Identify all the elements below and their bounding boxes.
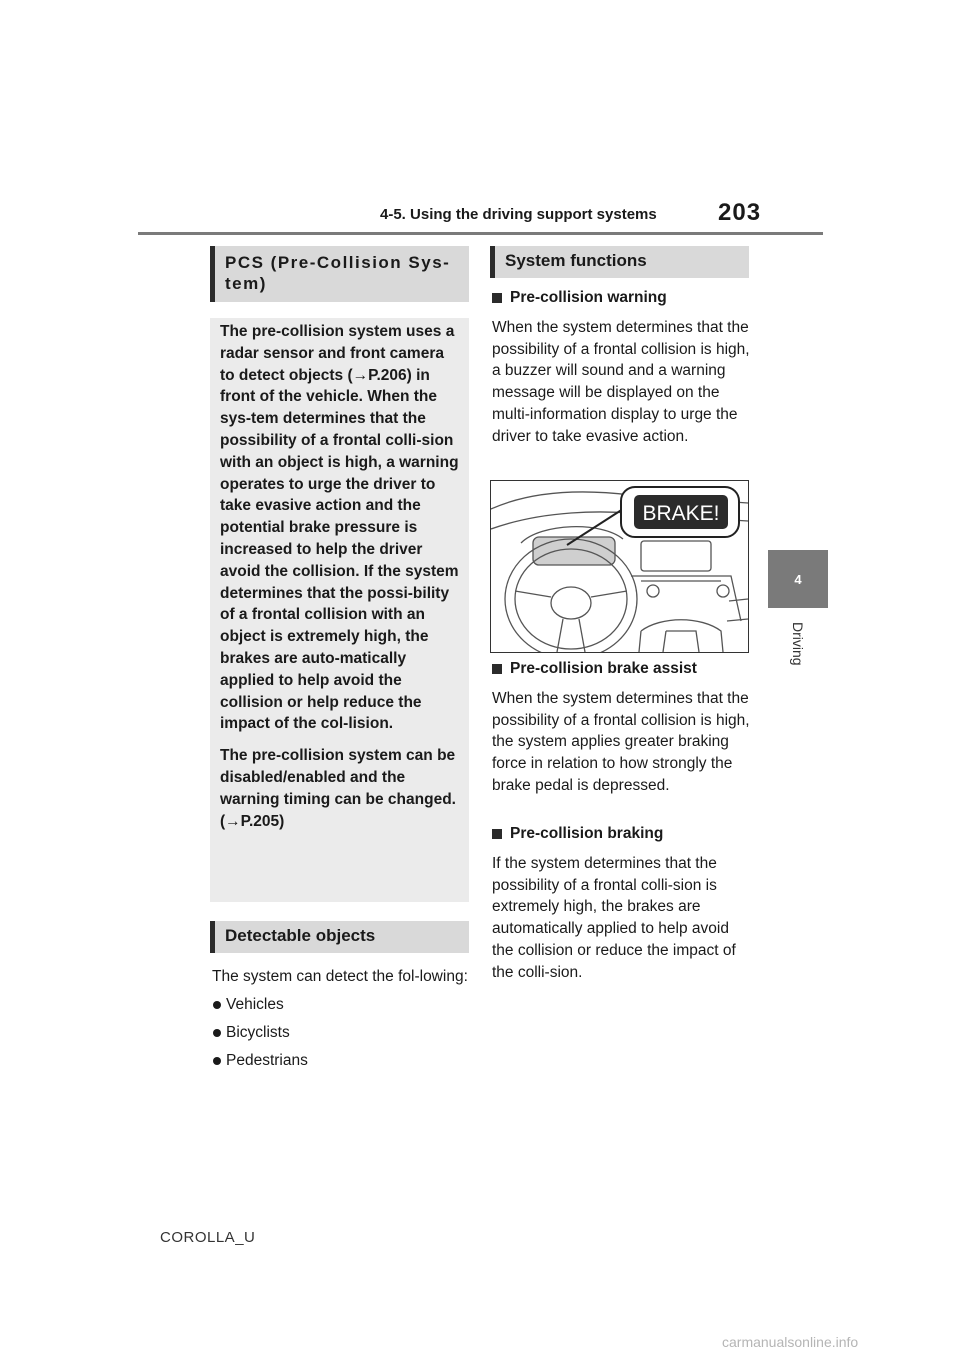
detectable-intro: The system can detect the fol-lowing: bbox=[212, 968, 468, 985]
page-number: 203 bbox=[718, 199, 762, 226]
list-item-label: Pedestrians bbox=[226, 1052, 308, 1069]
assist-subheading bbox=[492, 658, 750, 680]
list-item-label: Bicyclists bbox=[226, 1024, 290, 1041]
pcs-heading-line1: PCS (Pre-Collision Sys- bbox=[225, 253, 451, 272]
list-item bbox=[212, 1022, 472, 1044]
watermark: carmanualsonline.info bbox=[722, 1334, 859, 1350]
square-bullet-icon bbox=[492, 293, 502, 303]
braking-title: Pre-collision braking bbox=[510, 825, 664, 842]
pcs-heading-line2: tem) bbox=[225, 274, 267, 293]
warning-text: When the system determines that the possibility of a frontal collision is high, a buzzer will sound and a warning message will be displayed on the multi-information display to urge the driver to take evasive action. bbox=[492, 318, 750, 445]
brake-warning-illustration bbox=[490, 480, 749, 653]
dashboard-drawing-icon bbox=[491, 481, 748, 652]
pcs-heading bbox=[210, 246, 469, 302]
bullet-icon bbox=[212, 994, 226, 1016]
system-functions-heading: System functions bbox=[490, 246, 749, 278]
assist-text: When the system determines that the possibility of a frontal collision is high, the system applies greater braking force in relation to how strongly the brake pedal is depressed. bbox=[492, 689, 750, 794]
square-bullet-icon bbox=[492, 829, 502, 839]
pcs-settings-paragraph: The pre-collision system can be disabled/enabled and the warning timing can be changed. (→P.205) bbox=[220, 747, 456, 830]
bullet-icon bbox=[212, 1050, 226, 1072]
list-item bbox=[212, 994, 472, 1016]
header-rule bbox=[138, 232, 823, 235]
warning-section bbox=[492, 287, 750, 448]
braking-section bbox=[492, 823, 750, 984]
list-item-label: Vehicles bbox=[226, 996, 284, 1013]
list-item bbox=[212, 1050, 472, 1072]
warning-title: Pre-collision warning bbox=[510, 289, 667, 306]
braking-subheading bbox=[492, 823, 750, 845]
pcs-intro-box bbox=[210, 318, 469, 902]
pcs-intro-paragraph: The pre-collision system uses a radar sensor and front camera to detect objects (→P.206) in front of the vehicle. When the sys-tem determines that the possibility of a frontal colli-sion with an object is high, a warning operates to urge the driver to take evasive action and the potential brake pressure is increased to help the driver avoid the collision. If the system determines that the possi-bility of a frontal collision with an object is extremely high, the brakes are auto-matically applied to help avoid the collision or help reduce the impact of the col-lision. bbox=[220, 323, 459, 733]
brake-callout-text: BRAKE! bbox=[642, 502, 720, 525]
detectable-objects-heading: Detectable objects bbox=[210, 921, 469, 953]
model-footer: COROLLA_U bbox=[160, 1229, 256, 1246]
chapter-number: 4 bbox=[794, 571, 802, 587]
braking-text: If the system determines that the possibility of a frontal colli-sion is extremely high, the brakes are automatically applied to help avoid the collision or reduce the impact of the colli-sion. bbox=[492, 854, 736, 981]
section-title: 4-5. Using the driving support systems bbox=[380, 206, 657, 223]
warning-subheading bbox=[492, 287, 750, 309]
chapter-label: Driving bbox=[790, 622, 806, 666]
assist-title: Pre-collision brake assist bbox=[510, 660, 697, 677]
detectable-objects-section bbox=[212, 966, 472, 1078]
brake-assist-section bbox=[492, 658, 750, 797]
chapter-tab[interactable] bbox=[768, 550, 828, 608]
bullet-icon bbox=[212, 1022, 226, 1044]
square-bullet-icon bbox=[492, 664, 502, 674]
